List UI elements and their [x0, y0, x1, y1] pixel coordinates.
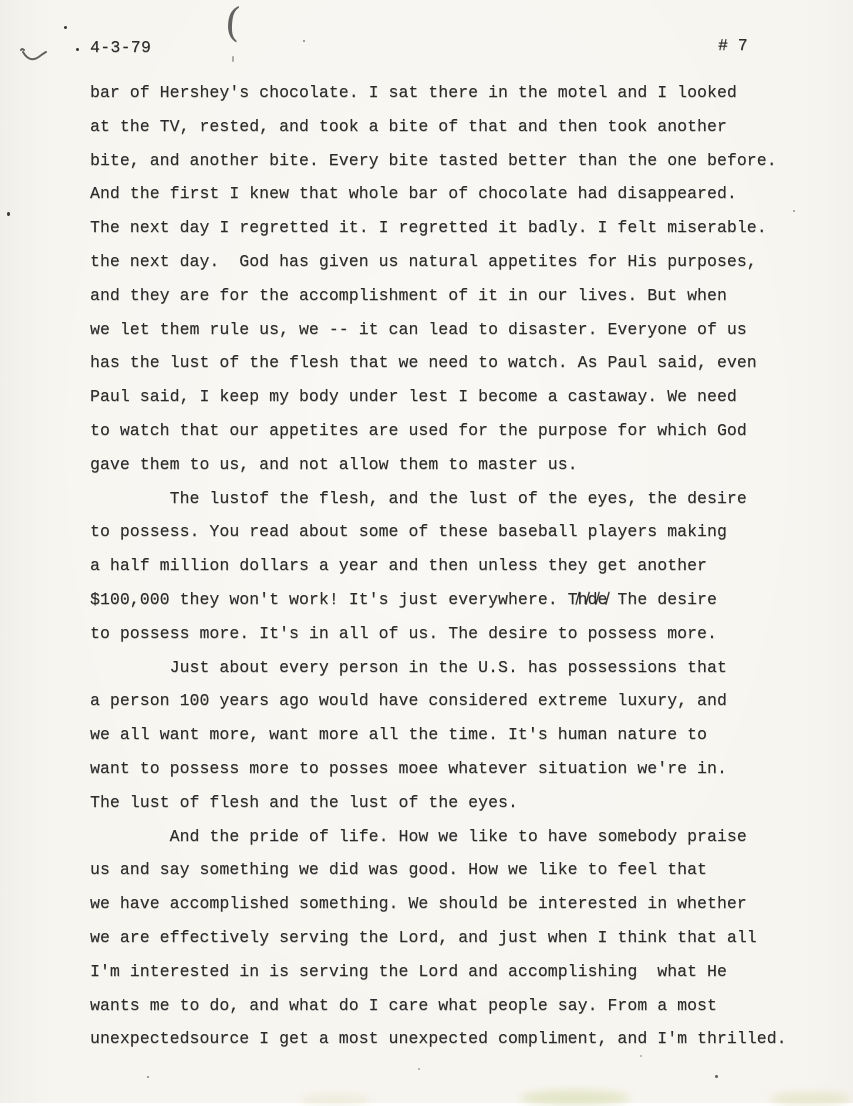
text-line: And the first I knew that whole bar of chocolate had disappeared.: [90, 184, 737, 204]
ink-speck: [147, 1076, 149, 1078]
pen-paren-mark-icon: (: [223, 0, 243, 47]
text-block: [90, 76, 830, 1056]
text-line: a half million dollars a year and then unless they get another: [90, 556, 707, 576]
text-line: to watch that our appetites are used for the purpose for which God: [90, 420, 747, 440]
text-line: Just about every person in the U.S. has possessions that: [90, 657, 727, 677]
text-line: The lust of flesh and the lust of the eyes.: [90, 792, 518, 812]
text-line: we let them rule us, we -- it can lead to disaster. Everyone of us: [90, 319, 747, 339]
ink-speck: [418, 1068, 420, 1070]
ink-speck: [303, 40, 305, 42]
text-line: at the TV, rested, and took a bite of that and then took another: [90, 116, 727, 136]
text-line: we have accomplished something. We should be interested in whether: [90, 894, 747, 914]
text-line: gave them to us, and not allow them to master us.: [90, 454, 578, 474]
text-line: a person 100 years ago would have considered extreme luxury, and: [90, 691, 727, 711]
ink-speck: [64, 26, 67, 29]
text-line: to possess. You read about some of these baseball players making: [90, 522, 727, 542]
scan-smudge: [520, 1090, 630, 1106]
text-line: we are effectively serving the Lord, and just when I think that all: [90, 927, 757, 947]
text-line: unexpectedsource I get a most unexpected compliment, and I'm thrilled.: [90, 1029, 787, 1049]
text-line: and they are for the accomplishment of it in our lives. But when: [90, 285, 727, 305]
text-line: And the pride of life. How we like to have somebody praise: [90, 826, 747, 846]
text-line: has the lust of the flesh that we need to watch. As Paul said, even: [90, 353, 757, 373]
ink-speck: [7, 212, 10, 216]
text-line: we all want more, want more all the time. It's human nature to: [90, 725, 707, 745]
text-line: bar of Hershey's chocolate. I sat there in the motel and I looked: [90, 83, 737, 102]
page-number: # 7: [718, 36, 748, 55]
ink-speck: [76, 48, 79, 51]
text-line: bite, and another bite. Every bite tasted better than the one before.: [90, 150, 777, 170]
text-line: wants me to do, and what do I care what people say. From a most: [90, 995, 717, 1015]
text-line: I'm interested in is serving the Lord and accomplishing what He: [90, 961, 727, 981]
text-line: The next day I regretted it. I regretted it badly. I felt miserable.: [90, 218, 767, 238]
text-line: $100,000 they won't work! It's just everywhere. T̸h̸d̸e̸ The desire: [90, 589, 717, 609]
text-line: us and say something we did was good. How we like to feel that: [90, 860, 707, 880]
pen-tick-mark-icon: [18, 42, 52, 68]
ink-speck: [232, 56, 234, 62]
text-line: to possess more. It's in all of us. The desire to possess more.: [90, 623, 717, 643]
text-line: Paul said, I keep my body under lest I become a castaway. We need: [90, 387, 737, 407]
ink-speck: [715, 1075, 718, 1078]
scan-smudge: [770, 1092, 850, 1106]
scan-smudge: [300, 1094, 370, 1106]
text-line: want to possess more to posses moee whatever situation we're in.: [90, 758, 727, 778]
typed-date: 4-3-79: [90, 38, 152, 57]
text-line: The lustof the flesh, and the lust of the eyes, the desire: [90, 488, 747, 508]
text-line: the next day. God has given us natural appetites for His purposes,: [90, 251, 757, 271]
